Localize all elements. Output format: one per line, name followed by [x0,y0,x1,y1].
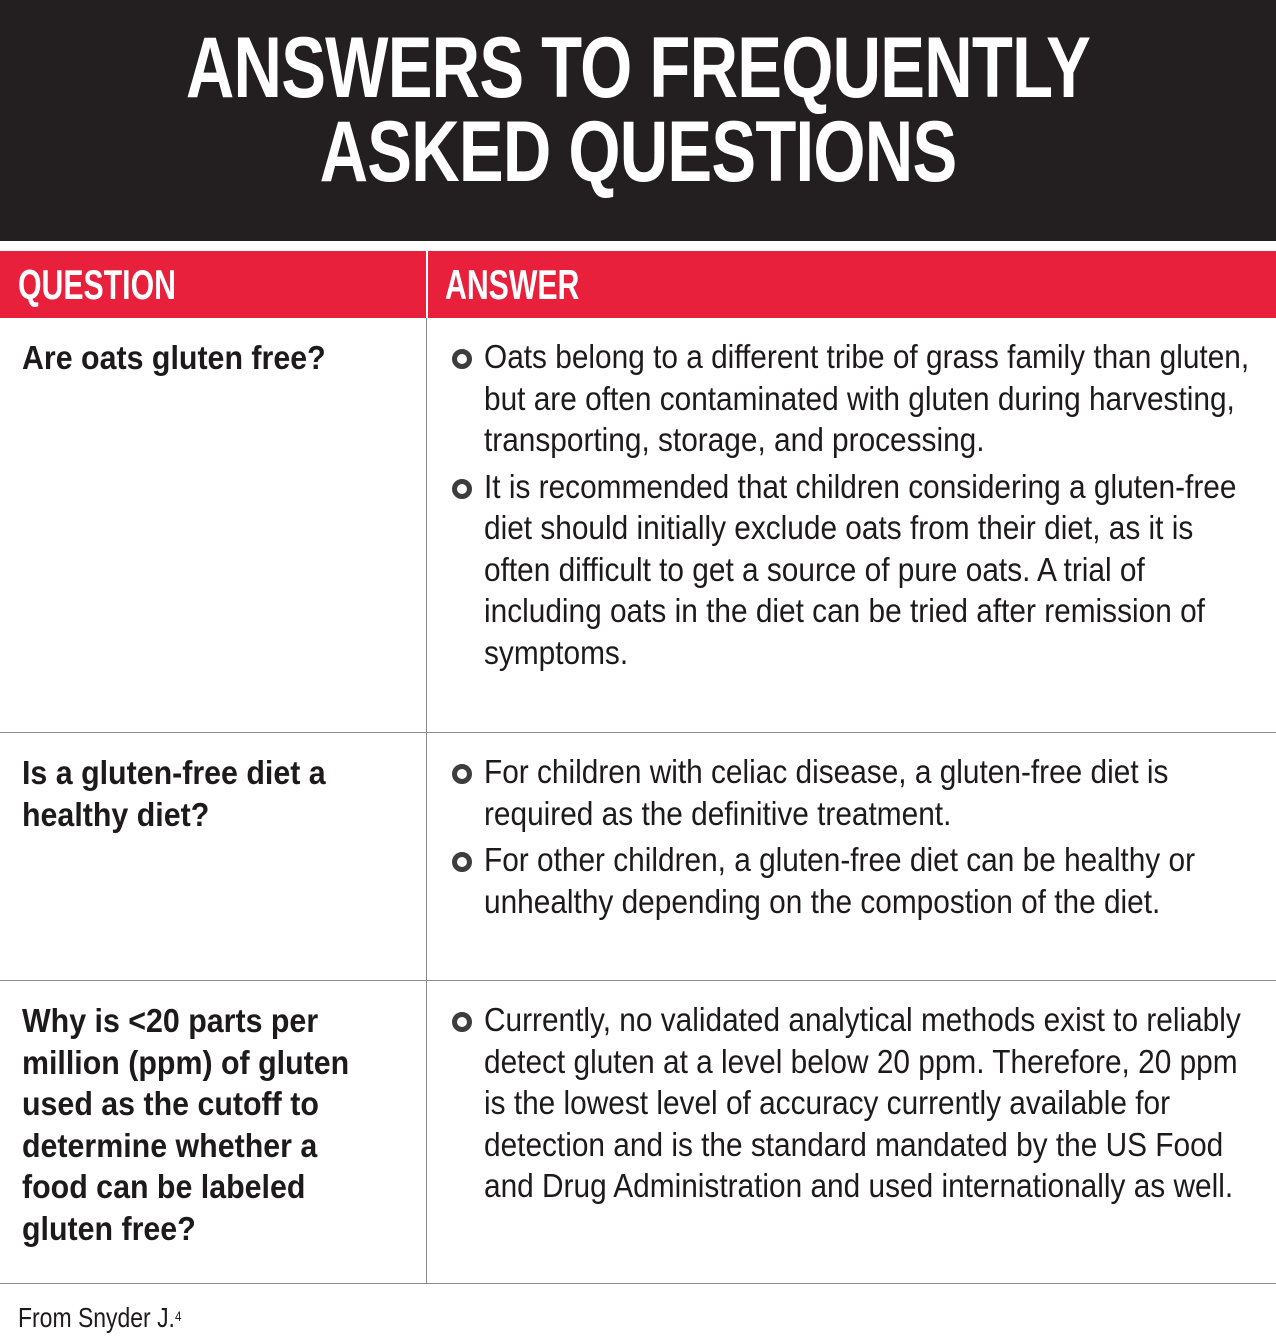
list-item [450,1000,1265,1208]
source-footnote [18,1300,181,1336]
row-3-question: Why is <20 parts per million (ppm) of gluten used as the cutoff to determine whether a food can be labeled gluten free? [22,1002,350,1247]
row-1-question: Are oats gluten free? [22,339,326,376]
title-line-2: ASKED QUESTIONS [319,104,957,200]
table-header-row [0,251,1276,318]
table-bottom-rule [0,1283,1276,1284]
bullet-icon [452,479,472,499]
list-item [450,467,1265,675]
footnote-text: From Snyder J. [18,1302,175,1333]
header-column-divider [426,251,428,318]
row-divider [0,732,1276,733]
footnote-reference: 4 [174,1308,182,1324]
answer-column-header: ANSWER [445,261,580,308]
answer-text: Currently, no validated analytical methods exist to reliably detect gluten at a level below 20 ppm. Therefore, 20 ppm is the lowest level of accuracy currently available for detection and is the standard mandated by the US Food and Drug Administration and used internationally as well. [484,1002,1241,1205]
list-item [450,840,1265,923]
bullet-icon [452,1012,472,1032]
list-item [450,337,1265,462]
bullet-icon [452,764,472,784]
row-2-answers [450,752,1265,928]
answer-text: It is recommended that children considering a gluten-free diet should initially exclude oats from their diet, as it is often difficult to get a source of pure oats. A trial of including oats in the diet can be tried after remission of symptoms. [484,468,1237,672]
list-item [450,752,1265,835]
column-divider [426,318,427,1284]
row-divider [0,980,1276,981]
answer-text: Oats belong to a different tribe of grass family than gluten, but are often contaminated with gluten during harvesting, transporting, storage, and processing. [484,339,1250,459]
row-3-answers [450,1000,1265,1213]
answer-text: For children with celiac disease, a gluten-free diet is required as the definitive treatment. [484,754,1169,833]
row-2-question: Is a gluten-free diet a healthy diet? [22,754,326,833]
row-1-answers [450,337,1265,679]
bullet-icon [452,852,472,872]
answer-text: For other children, a gluten-free diet can be healthy or unhealthy depending on the compostion of the diet. [484,842,1196,921]
question-column-header: QUESTION [18,261,176,308]
title-line-1: ANSWERS TO FREQUENTLY [185,20,1091,116]
bullet-icon [452,349,472,369]
page-title [140,20,1135,200]
